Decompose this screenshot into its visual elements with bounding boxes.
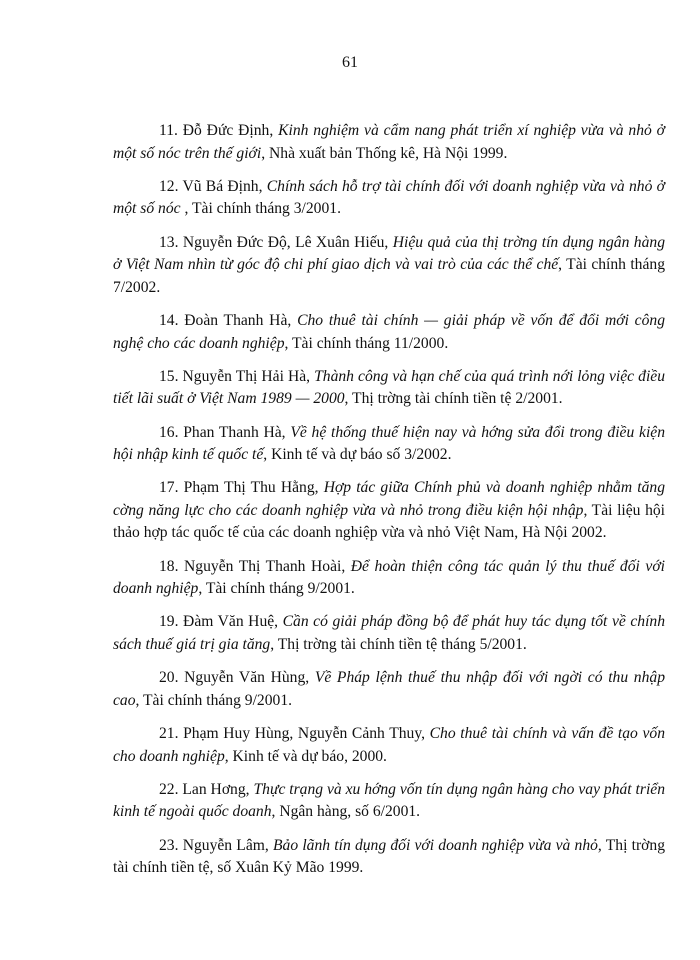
reference-authors: 22. Lan Hơng, [159, 780, 254, 798]
reference-authors: 13. Nguyễn Đức Độ, Lê Xuân Hiếu, [159, 233, 393, 251]
page-number: 61 [342, 54, 358, 71]
reference-item [113, 176, 665, 221]
reference-authors: 11. Đỗ Đức Định, [159, 122, 279, 139]
reference-source: , Nhà xuất bản Thống kê, Hà Nội 1999. [261, 144, 508, 162]
reference-title: Chính sách hỗ trợ tài chính đối với doanh nghiệp vừa và nhỏ ở một số nóc [113, 177, 665, 218]
reference-source: , Thị trờng tài chính tiền tệ 2/2001. [344, 390, 563, 408]
reference-title: Để hoàn thiện công tác quản lý thu thuế đối với doanh nghiệp [113, 557, 665, 598]
reference-item [113, 779, 665, 824]
reference-item [113, 120, 665, 165]
reference-item [113, 232, 665, 300]
reference-source: , Ngân hàng, số 6/2001. [271, 803, 421, 821]
reference-title: Kinh nghiệm và cẩm nang phát triển xí nghiệp vừa và nhỏ ở một số nóc trên thế giới [113, 122, 665, 162]
reference-list [113, 120, 665, 890]
reference-item [113, 366, 665, 411]
reference-authors: 19. Đàm Văn Huệ, [159, 613, 283, 631]
reference-authors: 20. Nguyễn Văn Hùng, [159, 669, 315, 687]
reference-title: Bảo lãnh tín dụng đối với doanh nghiệp vừa và nhỏ [273, 836, 598, 854]
reference-source: , Kinh tế và dự báo số 3/2002. [263, 446, 452, 464]
reference-source: , Tài chính tháng 9/2001. [135, 691, 293, 709]
reference-source: , Thị trờng tài chính tiền tệ, số Xuân Kỷ Mão 1999. [113, 836, 665, 877]
reference-item [113, 667, 665, 712]
reference-item [113, 611, 665, 656]
reference-title: Cần có giải pháp đồng bộ để phát huy tác dụng tốt về chính sách thuế giá trị gia tăng [113, 613, 665, 654]
reference-authors: 12. Vũ Bá Định, [159, 177, 267, 195]
reference-authors: 21. Phạm Huy Hùng, Nguyễn Cảnh Thuy, [159, 725, 430, 742]
reference-item [113, 422, 665, 467]
reference-title: Hiệu quả của thị trờng tín dụng ngân hàng ở Việt Nam nhìn từ góc độ chi phí giao dịch và vai trò của các thể chế [113, 233, 665, 274]
reference-source: , Tài liệu hội thảo hợp tác quốc tế của các doanh nghiệp vừa và nhỏ Việt Nam, Hà Nội 2002. [113, 501, 666, 542]
reference-authors: 14. Đoàn Thanh Hà, [159, 311, 298, 329]
reference-title: Thành công và hạn chế của quá trình nới lỏng việc điều tiết lãi suất ở Việt Nam 1989 — 2000 [113, 367, 665, 408]
reference-item [113, 723, 665, 768]
reference-title: Hợp tác giữa Chính phủ và doanh nghiệp nhằm tăng cờng năng lực cho các doanh nghiệp vừa và nhỏ trong điều kiện hội nhập [113, 479, 665, 519]
reference-source: , Thị trờng tài chính tiền tệ tháng 5/2001. [270, 636, 527, 654]
reference-source: , Tài chính tháng 11/2000. [284, 334, 449, 352]
reference-authors: 16. Phan Thanh Hà, [159, 423, 291, 441]
reference-item [113, 477, 665, 545]
reference-source: , Tài chính tháng 3/2001. [180, 200, 341, 218]
reference-title: Về Pháp lệnh thuế thu nhập đối với ngời có thu nhập cao [113, 669, 665, 709]
reference-authors: 17. Phạm Thị Thu Hằng, [159, 479, 324, 497]
reference-source: , Kinh tế và dự báo, 2000. [224, 747, 387, 765]
reference-title: Thực trạng và xu hớng vốn tín dụng ngân hàng cho vay phát triển kinh tế ngoài quốc doanh [113, 780, 665, 821]
reference-authors: 18. Nguyễn Thị Thanh Hoài, [159, 557, 351, 575]
reference-authors: 15. Nguyễn Thị Hải Hà, [159, 367, 315, 385]
reference-item [113, 556, 665, 601]
reference-authors: 23. Nguyễn Lâm, [159, 836, 273, 854]
reference-source: , Tài chính tháng 7/2002. [113, 256, 665, 296]
reference-item [113, 835, 665, 880]
reference-title: Về hệ thống thuế hiện nay và hớng sửa đổi trong điều kiện hội nhập kinh tế quốc tế [113, 423, 665, 464]
reference-title: Cho thuê tài chính — giải pháp về vốn để đổi mới công nghệ cho các doanh nghiệp [113, 311, 665, 352]
reference-source: , Tài chính tháng 9/2001. [198, 580, 355, 598]
reference-item [113, 310, 665, 355]
reference-title: Cho thuê tài chính và vấn đề tạo vốn cho doanh nghiệp [113, 725, 665, 765]
